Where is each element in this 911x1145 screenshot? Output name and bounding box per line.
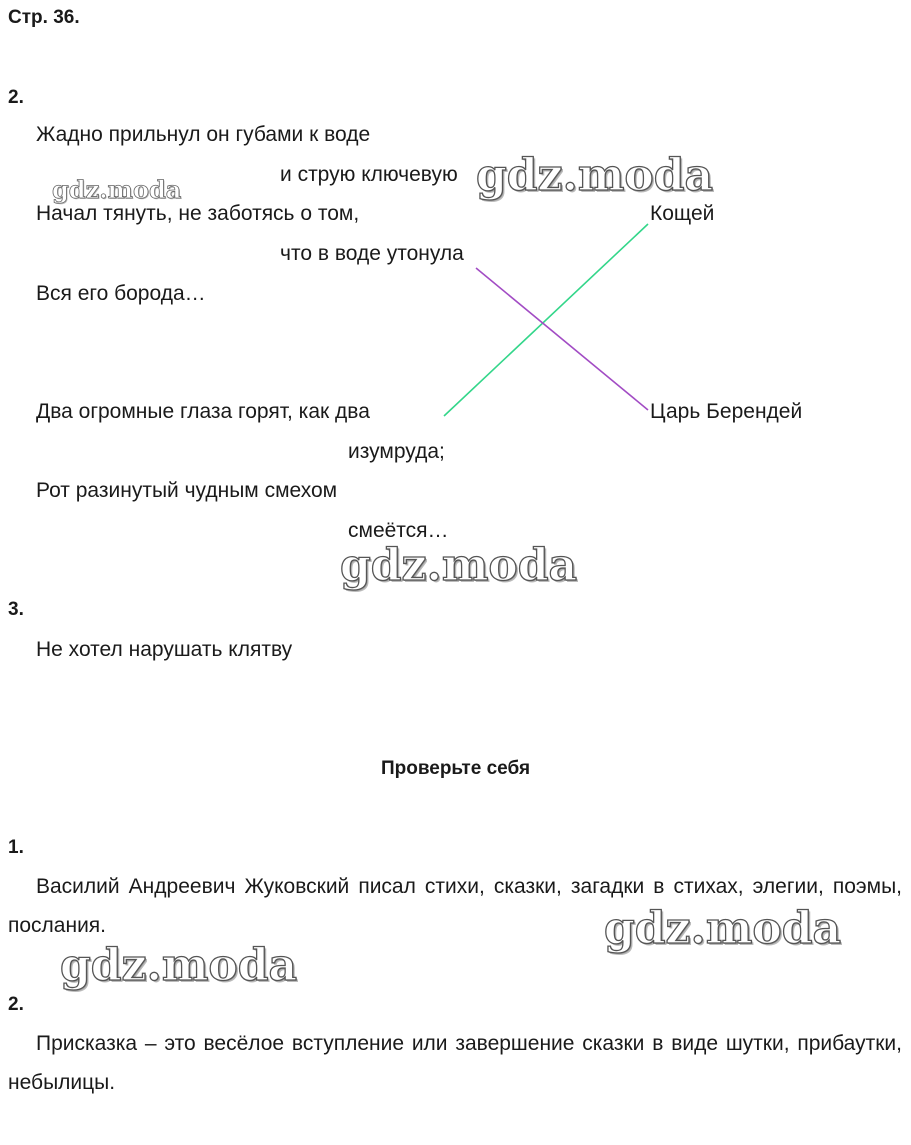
watermark-left: gdz.moda (60, 940, 298, 991)
watermark-small: gdz.moda (52, 175, 182, 204)
watermark-top: gdz.moda (476, 150, 714, 201)
check-q1-text: Василий Андреевич Жуковский писал стихи, сказки, загадки в стихах, элегии, поэмы, послания. (8, 875, 902, 937)
answer-tsar-berendei: Царь Берендей (650, 400, 803, 423)
watermark-right: gdz.moda (604, 903, 842, 954)
check-q1-number: 1. (8, 837, 24, 858)
poem-line-8: Рот разинутый чудным смехом (36, 479, 338, 502)
answer-koschei: Кощей (650, 202, 715, 225)
poem-line-4: что в воде утонула (280, 242, 464, 265)
task-3-answer: Не хотел нарушать клятву (36, 638, 293, 661)
poem-line-2: и струю ключевую (280, 163, 458, 186)
task-3-number: 3. (8, 599, 24, 620)
poem-line-5: Вся его борода… (36, 282, 206, 305)
poem-line-9: смеётся… (348, 519, 449, 542)
watermark-middle: gdz.moda (340, 540, 578, 591)
check-q2-number: 2. (8, 994, 24, 1015)
connector-green-line (444, 224, 648, 416)
poem-line-7: изумруда; (348, 440, 445, 463)
section-title: Проверьте себя (380, 758, 531, 779)
check-q2-text: Присказка – это весёлое вступление или завершение сказки в виде шутки, прибаутки, небылицы. (8, 1032, 902, 1094)
poem-line-6: Два огромные глаза горят, как два (36, 400, 370, 423)
page-header: Стр. 36. (8, 7, 80, 28)
poem-line-1: Жадно прильнул он губами к воде (36, 123, 371, 146)
poem-line-3: Начал тянуть, не заботясь о том, (36, 202, 360, 225)
task-2-number: 2. (8, 87, 24, 108)
connector-purple-line (476, 268, 648, 410)
